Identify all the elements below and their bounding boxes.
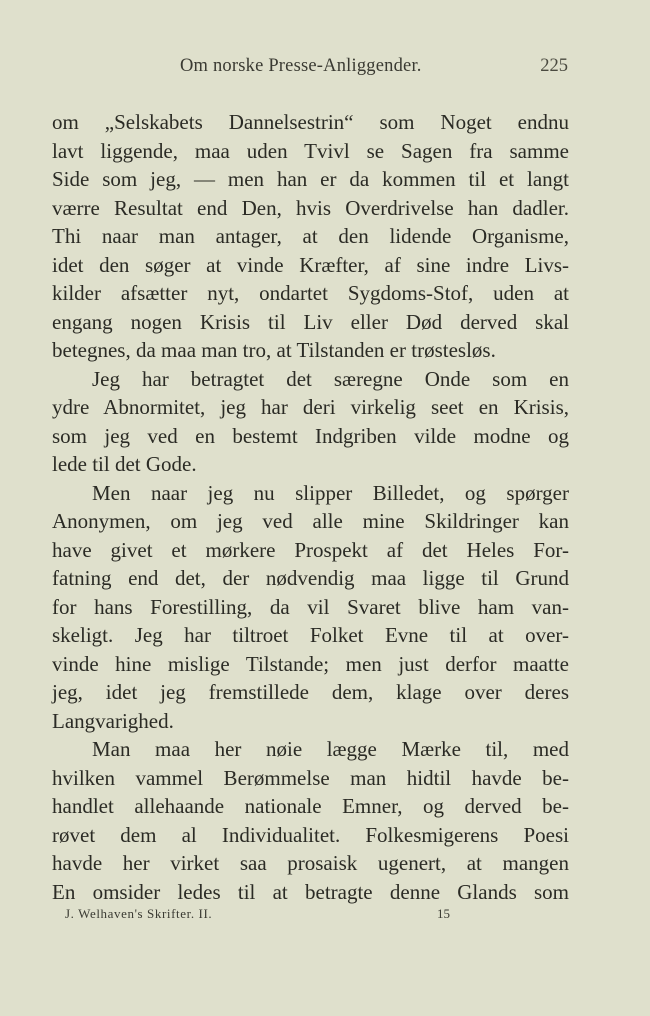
text-line: værre Resultat end Den, hvis Overdrivelse han dadler. <box>52 195 569 220</box>
page-header <box>0 56 650 84</box>
text-line: hvilken vammel Berømmelse man hidtil havde be- <box>52 765 569 790</box>
text-line: Thi naar man antager, at den lidende Organisme, <box>52 224 569 248</box>
text-line: lavt liggende, maa uden Tvivl se Sagen fra samme <box>52 138 569 163</box>
text-line: som jeg ved en bestemt Indgriben vilde modne og <box>52 423 569 448</box>
text-line: røvet dem al Individualitet. Folkesmigerens Poesi <box>52 822 569 847</box>
text-line: idet den søger at vinde Kræfter, af sine indre Livs- <box>52 252 569 277</box>
text-line: for hans Forestilling, da vil Svaret blive ham van- <box>52 594 569 619</box>
text-line: engang nogen Krisis til Liv eller Død derved skal <box>52 309 569 334</box>
text-line: fatning end det, der nødvendig maa ligge til Grund <box>52 566 569 590</box>
text-line: Anonymen, om jeg ved alle mine Skildringer kan <box>52 509 569 533</box>
text-line: lede til det Gode. <box>52 452 197 476</box>
text-line: En omsider ledes til at betragte denne Glands som <box>52 879 569 904</box>
text-line: kilder afsætter nyt, ondartet Sygdoms-Stof, uden at <box>52 281 569 305</box>
text-line: have givet et mørkere Prospekt af det Heles For- <box>52 537 569 562</box>
sheet-number: 15 <box>437 906 450 921</box>
text-line: Jeg har betragtet det særegne Onde som en <box>92 366 569 391</box>
text-line: Side som jeg, — men han er da kommen til et langt <box>52 167 569 191</box>
text-line: Langvarighed. <box>52 708 174 733</box>
text-line: vinde hine mislige Tilstande; men just derfor maatte <box>52 651 569 676</box>
text-line: om „Selskabets Dannelsestrin“ som Noget endnu <box>52 110 569 134</box>
text-line: Man maa her nøie lægge Mærke til, med <box>92 737 569 761</box>
printer-signature: J. Welhaven's Skrifter. II. <box>65 906 213 921</box>
text-line: handlet allehaande nationale Emner, og derved be- <box>52 794 569 818</box>
page-footer <box>0 906 650 926</box>
running-title: Om norske Presse-Anliggender. <box>180 56 422 76</box>
body-text <box>52 108 569 906</box>
text-line: skeligt. Jeg har tiltroet Folket Evne til at over- <box>52 623 569 647</box>
page-number: 225 <box>540 56 568 76</box>
text-line: jeg, idet jeg fremstillede dem, klage over deres <box>52 680 569 704</box>
text-line: ydre Abnormitet, jeg har deri virkelig seet en Krisis, <box>52 395 569 419</box>
text-line: Men naar jeg nu slipper Billedet, og spørger <box>92 480 569 505</box>
text-line: betegnes, da maa man tro, at Tilstanden er trøstesløs. <box>52 338 496 362</box>
text-line: havde her virket saa prosaisk ugenert, at mangen <box>52 851 569 875</box>
